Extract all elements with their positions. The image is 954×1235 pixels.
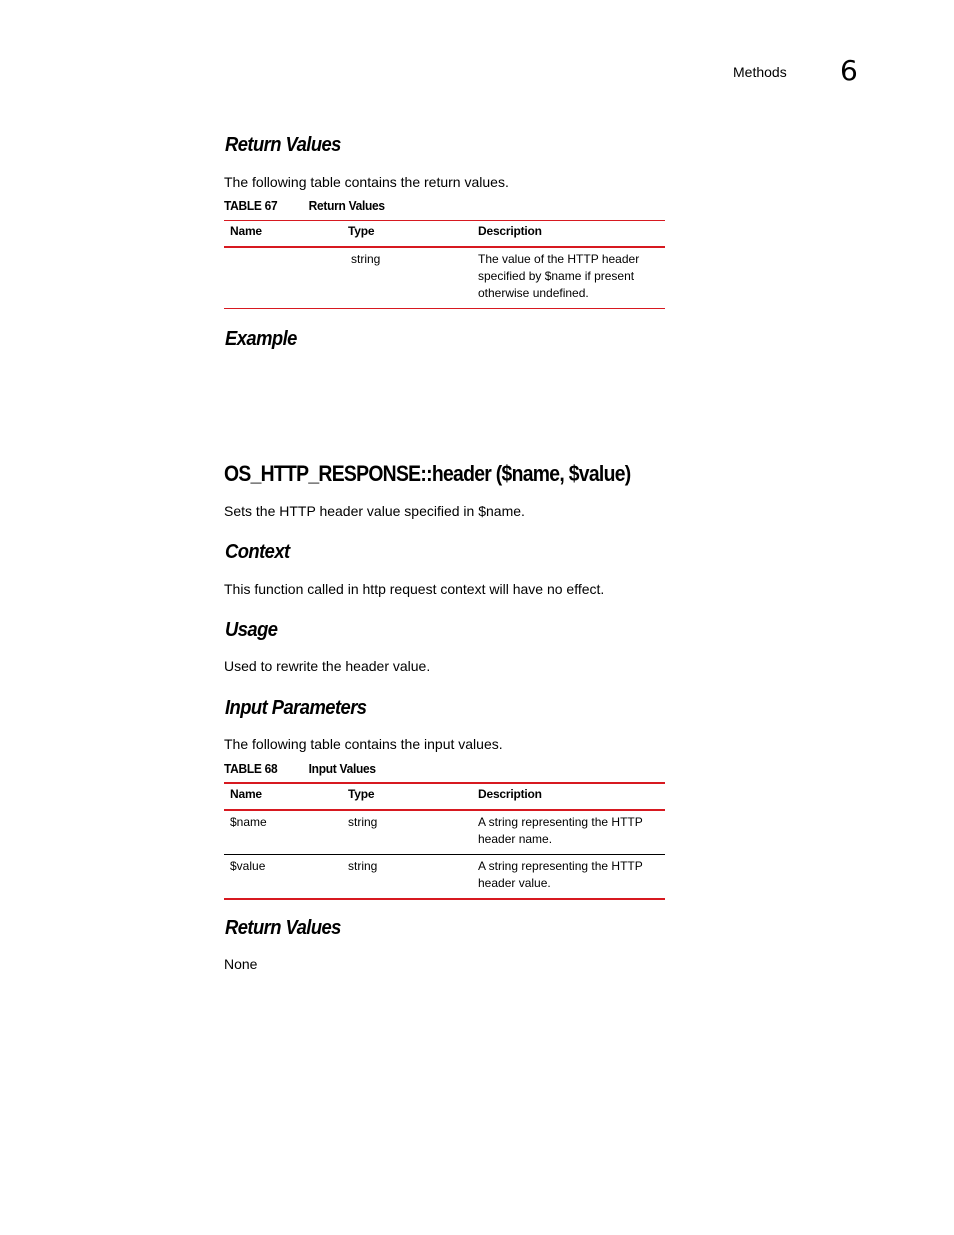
cell-description: The value of the HTTP header specified by $name if present otherwise undefined.: [472, 247, 665, 309]
table-row: [224, 247, 665, 309]
cell-name: $value: [224, 855, 342, 900]
return-values-intro: The following table contains the return values.: [224, 174, 509, 190]
return-values-table: [224, 220, 665, 309]
column-header-name: Name: [224, 783, 342, 810]
table-68-title: Input Values: [308, 761, 376, 776]
column-header-description: Description: [472, 783, 665, 810]
column-header-type: Type: [342, 221, 472, 248]
cell-type: string: [342, 855, 472, 900]
cell-description: A string representing the HTTP header name.: [472, 810, 665, 855]
table-header-row: [224, 783, 665, 810]
table-68-caption: [224, 761, 376, 776]
chapter-title: Methods: [733, 64, 787, 80]
column-header-name: Name: [224, 221, 342, 248]
chapter-number: 6: [840, 54, 858, 87]
cell-type: string: [342, 810, 472, 855]
table-header-row: [224, 221, 665, 248]
cell-name: $name: [224, 810, 342, 855]
function-summary: Sets the HTTP header value specified in $name.: [224, 503, 525, 519]
table-row: [224, 810, 665, 855]
table-row: [224, 855, 665, 900]
cell-description: A string representing the HTTP header value.: [472, 855, 665, 900]
column-header-description: Description: [472, 221, 665, 248]
table-68-label: TABLE 68: [224, 761, 278, 776]
table-67-title: Return Values: [308, 198, 385, 213]
input-parameters-intro: The following table contains the input values.: [224, 736, 503, 752]
context-heading: Context: [225, 541, 290, 563]
usage-heading: Usage: [225, 619, 278, 641]
column-header-type: Type: [342, 783, 472, 810]
function-title: OS_HTTP_RESPONSE::header ($name, $value): [224, 461, 631, 486]
usage-text: Used to rewrite the header value.: [224, 658, 431, 674]
cell-type: string: [342, 247, 472, 309]
input-parameters-heading: Input Parameters: [225, 697, 367, 719]
context-text: This function called in http request context will have no effect.: [224, 581, 605, 597]
input-values-table: [224, 782, 665, 900]
example-heading: Example: [225, 328, 297, 350]
return-values-heading-2: Return Values: [225, 917, 341, 939]
table-67-label: TABLE 67: [224, 198, 278, 213]
table-67-caption: [224, 198, 385, 213]
cell-name: [224, 247, 342, 309]
return-values-heading: Return Values: [225, 134, 341, 156]
return-values-none: None: [224, 956, 258, 972]
